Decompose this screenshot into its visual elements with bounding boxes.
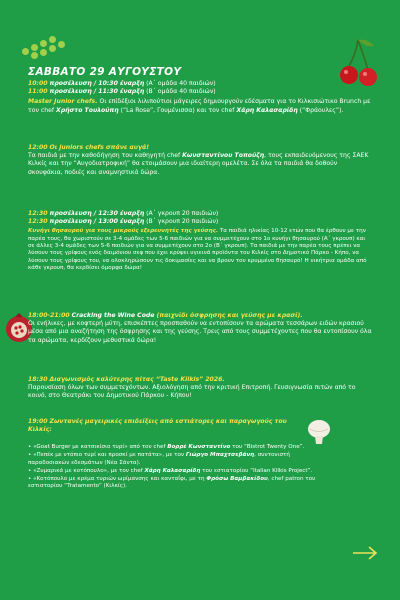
section-body (28, 98, 372, 114)
body-text: «Ζυμαρικά με κοτόπουλο», με τον chef (33, 467, 145, 474)
body-text: (“La Rose”, Γουμένισσα) και τον chef (118, 106, 237, 114)
section-heading: Κυνήγι θησαυρού για τους μικρούς εξερευνητές της γεύσης. (28, 228, 219, 235)
section-heading: Master Junior chefs. (28, 98, 98, 106)
garlic-icon (306, 418, 332, 446)
section-treasure-hunt (28, 210, 372, 272)
item-bullet: • (28, 444, 34, 450)
section-cooking-demos (28, 418, 304, 434)
section-heading-row (28, 376, 372, 384)
schedule-row (28, 210, 372, 218)
time-label: 12:00 (28, 144, 48, 151)
body-text: του “Bistrot Twenty One”. (230, 444, 305, 450)
section-heading: Διαγωνισμός καλύτερης πίτας “Taste Kilkis” 2026. (49, 376, 225, 383)
schedule-note: (Β΄ ομάδα 40 παιδιών) (146, 88, 216, 96)
chef-name: Βορρέ Κωνσταντίνο (167, 444, 231, 450)
schedule-text: προσέλευση / 10:30 έναρξη (49, 80, 145, 87)
section-junior-chefs (28, 80, 372, 115)
schedule-row (28, 80, 372, 88)
time-label: 12:30 (28, 210, 48, 217)
body-text: Τα παιδιά με την καθοδήγηση του καθηγητή chef (28, 152, 183, 160)
schedule-text: προσέλευση / 11:30 έναρξη (49, 88, 145, 96)
schedule-note: (Α΄ ομάδα 40 παιδιών) (146, 80, 216, 87)
body-text: , συντονιστή παραδοσιακών εδεσμάτων (Νέα Σάντα). (28, 452, 290, 466)
arrow-right-icon[interactable] (352, 546, 378, 560)
body-text: , chef patron του εστιατορίου “Tratamento” (Κιλκίς). (28, 476, 316, 490)
section-body: Οι ενήλικες, με κοφτερή μύτη, επισκέπτες προσπαθούν να εντοπίσουν τα αρώματα τεσσάρων ειδών κρασιού μέσα από μια αναζήτηση της όσφρησης και της γεύσης. Τρεις από τους συμμετέχοντες που θα εντοπίσουν όλα τα αρώματα, κερδίζουν μεθυστικά δώρα! (28, 320, 372, 344)
chef-name: Χάρη Καλασαρίδη (236, 106, 298, 114)
body-text: «Κοτόπουλο με κρέμα τυριών ωρίμανσης και κανταΐφι, με τη (33, 476, 207, 483)
demo-list (28, 444, 328, 492)
list-item (28, 452, 328, 467)
section-note: (παιχνίδι όσφρησης και γεύσης με κρασί). (156, 312, 303, 319)
body-text: Τα παιδιά ηλικίας 10-12 ετών που θα έρθουν με την παρέα τους, θα χωριστούν σε 3-4 ομάδες των 5-6 παιδιών για να συμμετέχουν στο 1ο κυνήγι θησαυρού (Α΄ γκρουπ) και σε άλλες 3-4 ομάδες των 5-6 παιδιών για να συμμετέχουν στο 2ο (Β΄ γκρουπ). Τα παιδιά με την παρέα τους πρέπει να λύσουν τους γρίφους ενός δαιμόνιου σεφ που έχει κρύψει υγιεινά προϊόντα του Κιλκίς στο Δημοτικό Πάρκο - Κήπο, να λύσουν τους γρίφους του, να ολοκληρώσουν τις δοκιμασίες και να βρουν τον κρυμμένο θησαυρό! Η νικήτρια ομάδα από κάθε γκρουπ, θα κερδίσει όμορφα δώρα! (28, 228, 367, 271)
section-heading-row (28, 312, 372, 320)
section-wine (28, 312, 372, 345)
body-text: , τους εκπαιδευόμενους της ΣΑΕΚ Κιλκίς και την “Αυγοδιατροφική” θα ετοιμάσουν μια ιδιαίτερη ομελέτα. Σε όλα τα παιδιά θα δοθούν σκουφάκια, ποδιές και αναμνηστικά δώρα. (28, 152, 369, 176)
chef-name: Κωνσταντίνου Τοπούζη (182, 152, 265, 160)
section-omelette (28, 144, 372, 177)
schedule-note: (Β΄ γκρουπ 20 παιδιών) (146, 218, 219, 226)
item-bullet: • (28, 452, 34, 459)
section-heading: Cracking the Wine Code (71, 312, 155, 319)
time-label: 18:30 (28, 376, 48, 383)
section-heading-row (28, 144, 372, 152)
body-text: του εστιατορίου “Italian Kilkis Project”. (200, 467, 313, 474)
time-label: 10:00 (28, 80, 48, 87)
section-pie-contest (28, 376, 372, 401)
section-heading-row (28, 418, 304, 434)
section-heading: Ζωντανές μαγειρικές επιδείξεις από εστιάτορες και παραγωγούς του Κιλκίς: (28, 418, 287, 434)
time-label: 12:30 (28, 218, 48, 226)
schedule-text: προσέλευση / 13:00 έναρξη (49, 218, 145, 226)
chef-name: Φρόσω Βαμβακίδου (206, 476, 268, 483)
section-body (28, 228, 372, 272)
body-text: (“Φράουλες”). (297, 106, 344, 114)
schedule-row (28, 218, 372, 226)
time-label: 19:00 (28, 418, 48, 425)
body-text: «Πεπέκ με ντόπιο τυρί και προσκί με πατάτα», με τον (33, 452, 186, 459)
list-item (28, 468, 328, 475)
list-item (28, 476, 328, 491)
schedule-note: (Α΄ γκρουπ 20 παιδιών) (146, 210, 219, 217)
list-item (28, 444, 328, 451)
time-label: 11:00 (28, 88, 48, 96)
chef-name: Γιώργο Μπαχτσεβάνη (185, 452, 255, 459)
item-bullet: • (28, 467, 34, 474)
page-title: ΣΑΒΒΑΤΟ 29 ΑΥΓΟΥΣΤΟΥ (28, 66, 182, 78)
section-body: Παρουσίαση όλων των συμμετεχόντων. Αξιολόγηση από την κριτική Επιτροπή. Γευσιγνωσία πιτών από το κοινό, στο Θεατράκι του Δημοτικού Πάρκου - Κήπου! (28, 384, 356, 400)
body-text: Οι επίδέξιοι λιλιπούτιοι μάγειρες δημιουργούν εδέσματα για το Κιλκισιώτικο Brunch με τον chef (28, 98, 371, 114)
item-bullet: • (28, 476, 34, 483)
schedule-row (28, 88, 372, 96)
section-heading: Οι juniors chefs σπάνε αυγά! (49, 144, 150, 151)
time-label: 18:00-21:00 (28, 312, 70, 319)
body-text: «Goat Burger με κατσικίσιο τυρί» από τον chef (33, 444, 168, 450)
chef-name: Χρήστο Τουλούπη (56, 106, 119, 114)
chef-name: Χάρη Καλασαρίδη (144, 467, 201, 474)
section-body (28, 152, 372, 177)
schedule-text: προσέλευση / 12:30 έναρξη (49, 210, 145, 217)
